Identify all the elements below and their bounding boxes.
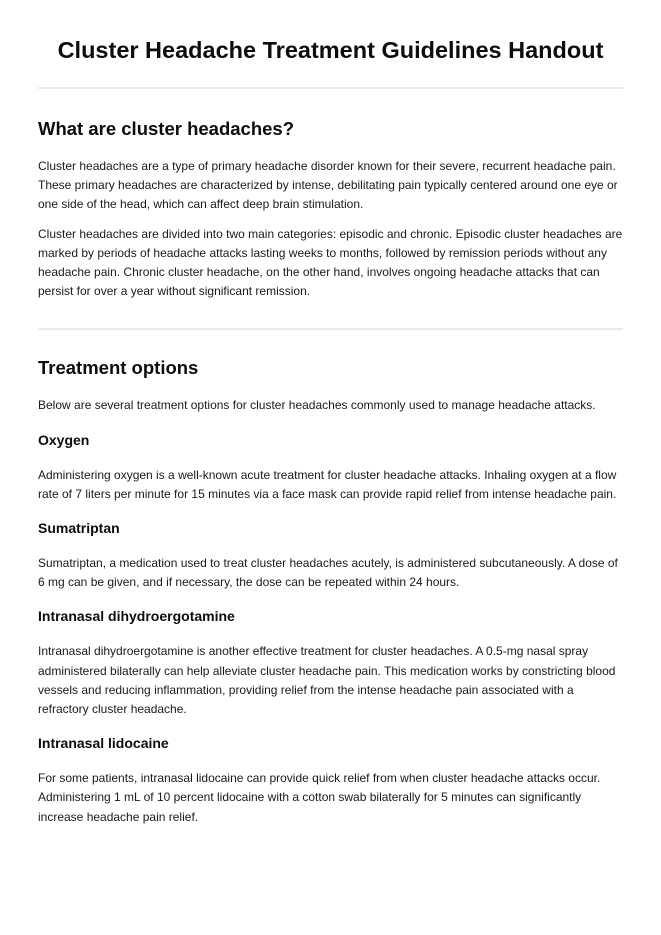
subsection-heading: Intranasal dihydroergotamine (38, 608, 235, 625)
subsection-heading: Sumatriptan (38, 520, 120, 537)
paragraph: Cluster headaches are divided into two main categories: episodic and chronic. Episodic cluster headaches are marked by periods of headache attacks lasting weeks to months, followed by remission periods without any headache pain. Chronic cluster headache, on the other hand, involves ongoing headache attacks that can persist for over a year without significant remission. (38, 226, 623, 299)
subsection-sumatriptan (38, 519, 623, 592)
subsection-intranasal-lidocaine (38, 734, 623, 827)
section-intro: Below are several treatment options for cluster headaches commonly used to manage headache attacks. (38, 398, 596, 413)
subsection-intranasal-dihydroergotamine (38, 607, 623, 719)
subsection-text: For some patients, intranasal lidocaine can provide quick relief from when cluster headache attacks occur. Administering 1 mL of 10 percent lidocaine with a cotton swab bilaterally for 5 minutes can significantly increase headache pain relief. (38, 771, 601, 824)
subsection-heading: Intranasal lidocaine (38, 735, 169, 752)
subsection-text: Administering oxygen is a well-known acute treatment for cluster headache attacks. Inhaling oxygen at a flow rate of 7 liters per minute for 15 minutes via a face mask can provide rapid relief from intense headache pain. (38, 467, 617, 501)
section-divider (38, 328, 623, 330)
subsection-heading: Oxygen (38, 431, 90, 448)
subsection-text: Intranasal dihydroergotamine is another effective treatment for cluster headaches. A 0.5-mg nasal spray administered bilaterally can help alleviate cluster headache pain. This medication works by constricting blood vessels and reducing inflammation, providing relief from the intense headache pain associated with a refractory cluster headache. (38, 644, 616, 717)
subsection-oxygen (38, 431, 623, 504)
section-heading: What are cluster headaches? (38, 118, 295, 139)
section-heading: Treatment options (38, 357, 199, 379)
paragraph: Cluster headaches are a type of primary headache disorder known for their severe, recurrent headache pain. These primary headaches are characterized by intense, debilitating pain typically centered around one eye or one side of the head, which can affect deep brain stimulation. (38, 159, 618, 212)
document-title: Cluster Headache Treatment Guidelines Handout (57, 37, 604, 63)
title-divider (38, 87, 623, 89)
subsection-text: Sumatriptan, a medication used to treat cluster headaches acutely, is administered subcutaneously. A dose of 6 mg can be given, and if necessary, the dose can be repeated within 24 hours. (38, 556, 618, 590)
section-what-are-cluster-headaches (38, 117, 623, 301)
section-treatment-options (38, 356, 623, 826)
